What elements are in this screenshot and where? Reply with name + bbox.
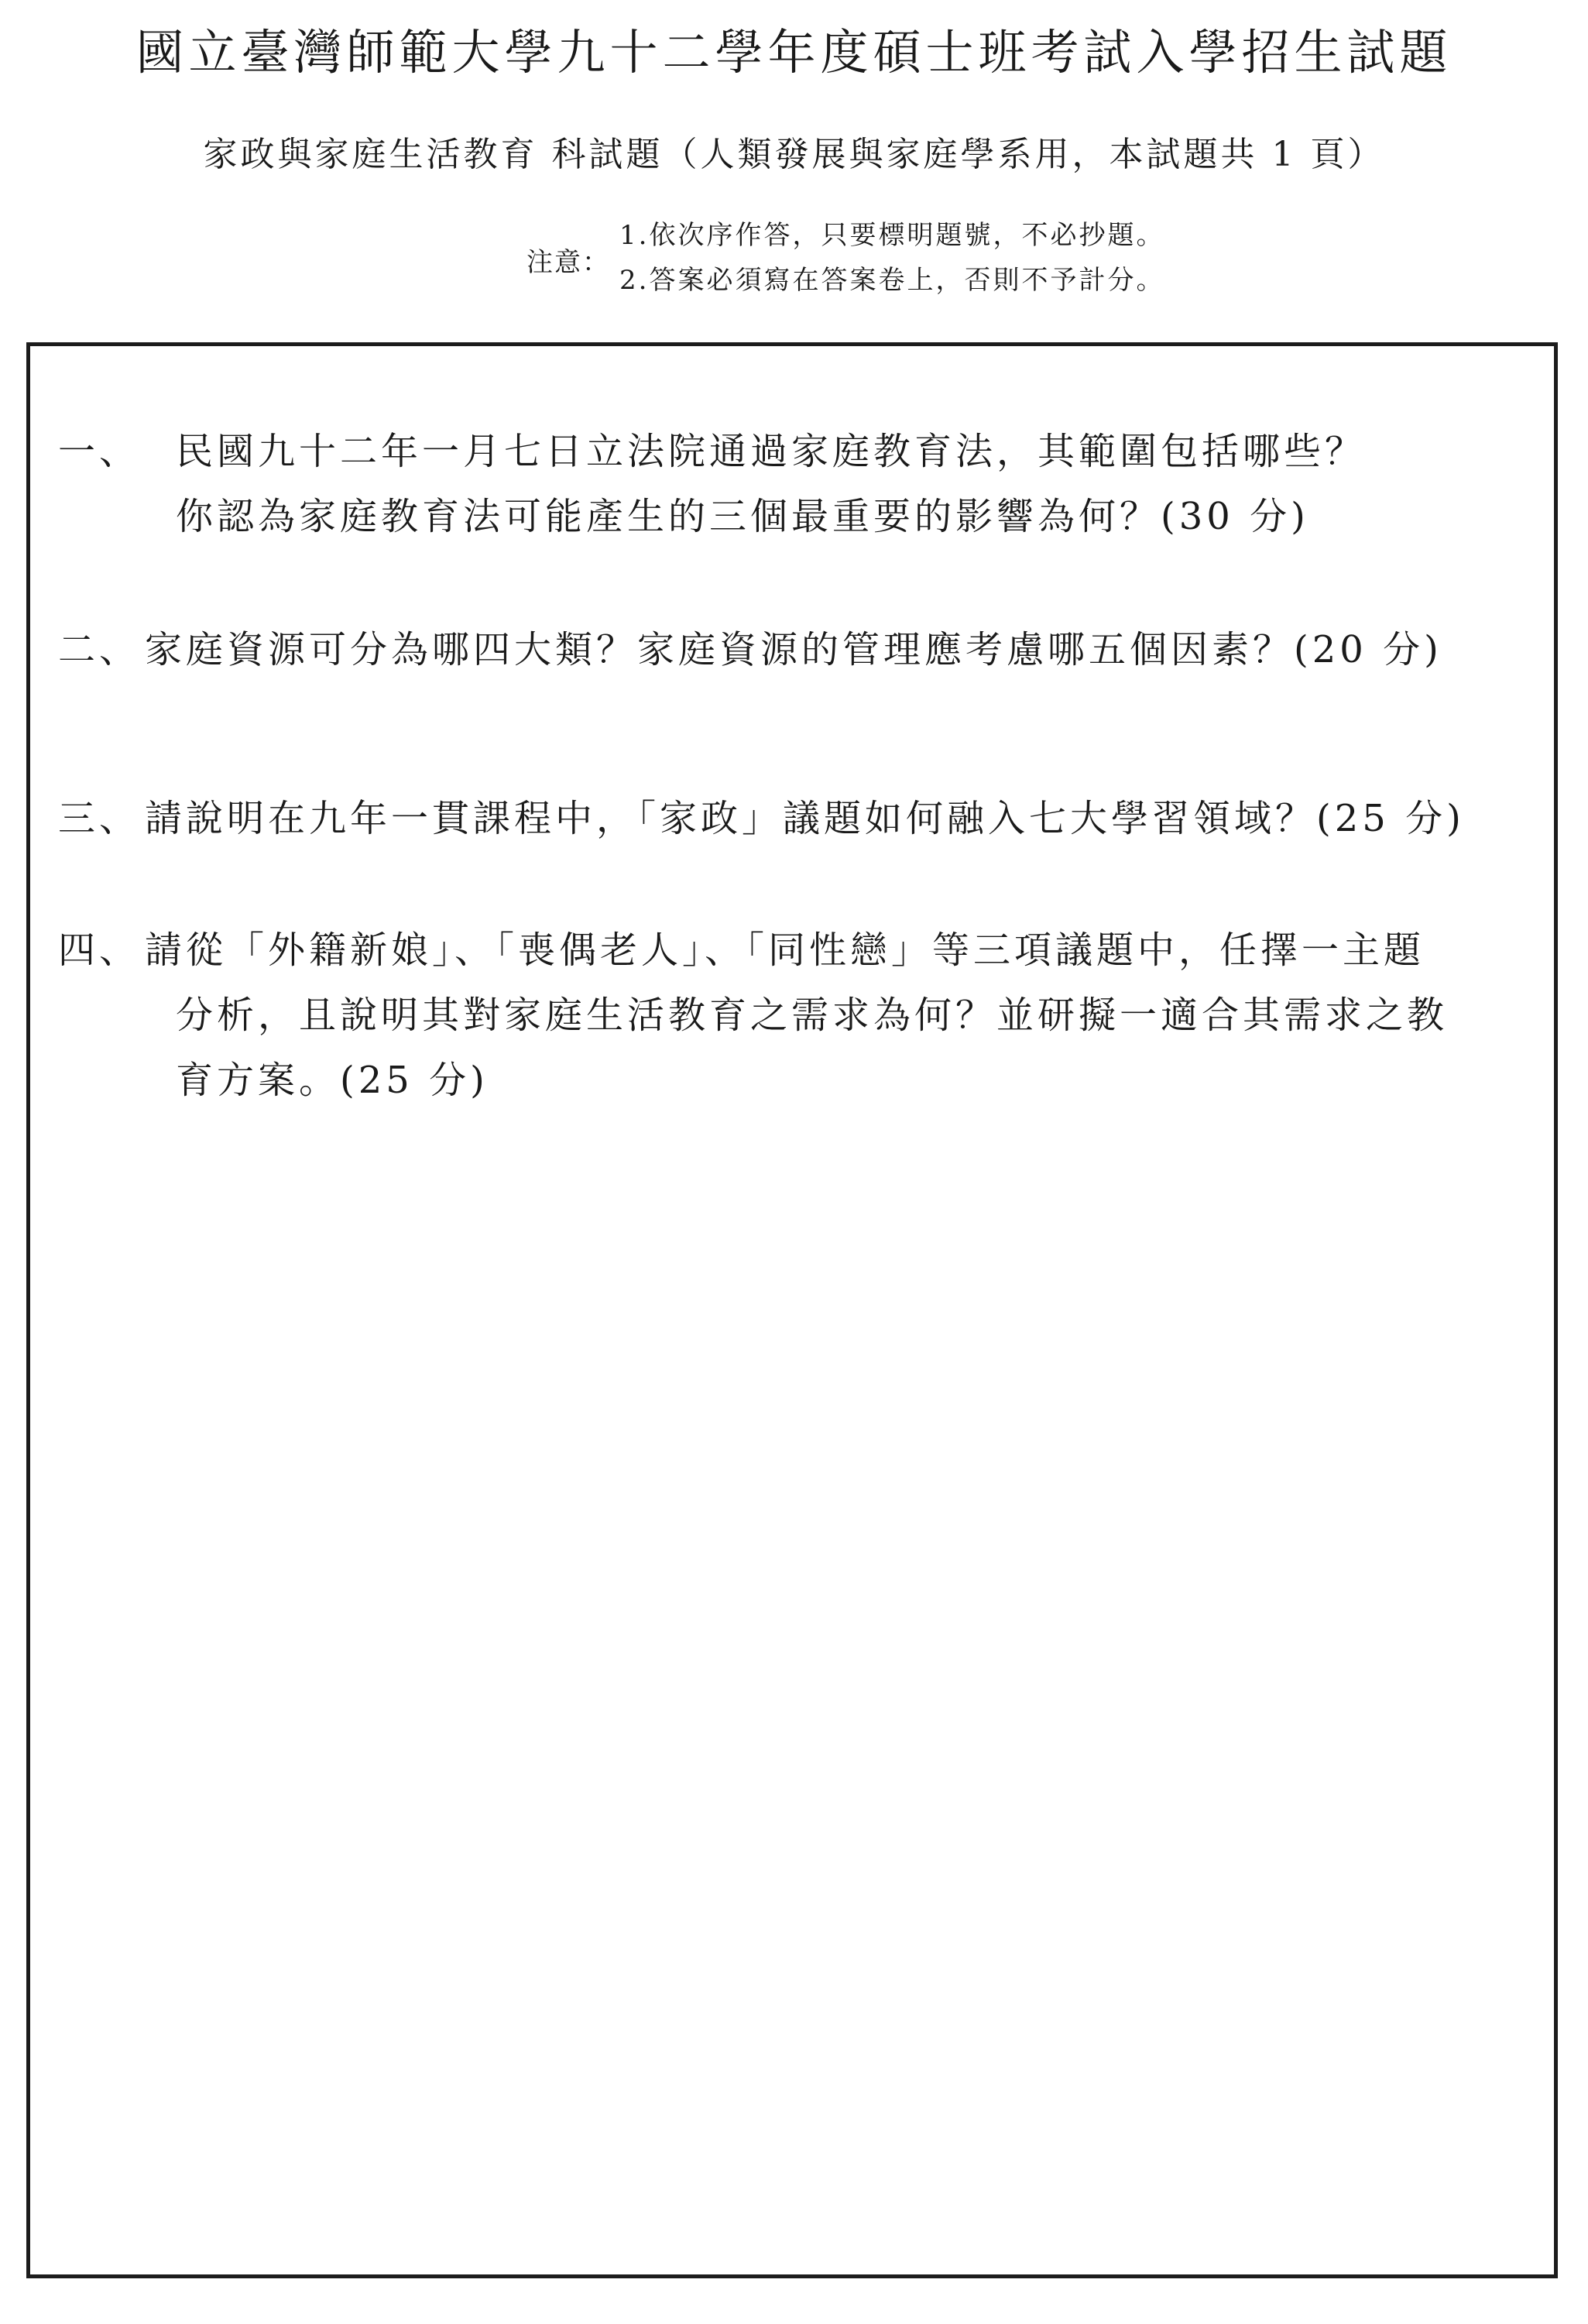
question-1-text-1: 民國九十二年一月七日立法院通過家庭教育法，其範圍包括哪些？ bbox=[176, 430, 1367, 473]
question-box bbox=[26, 342, 1558, 2278]
question-4-number: 四、 bbox=[58, 929, 141, 972]
question-4-line-1 bbox=[58, 918, 1545, 983]
question-3-text-1: 請說明在九年一貫課程中，「家政」議題如何融入七大學習領域？(25 分) bbox=[145, 797, 1465, 840]
question-2-number: 二、 bbox=[58, 628, 141, 671]
question-3 bbox=[58, 786, 1545, 851]
question-1 bbox=[58, 419, 1545, 549]
exam-title: 國立臺灣師範大學九十二學年度碩士班考試入學招生試題 bbox=[135, 24, 1453, 81]
question-4-text-1: 請從「外籍新娘」、「喪偶老人」、「同性戀」等三項議題中，任擇一主題 bbox=[145, 929, 1425, 972]
notes-list bbox=[619, 213, 1164, 303]
question-2-line-1 bbox=[58, 617, 1545, 682]
question-3-number: 三、 bbox=[58, 797, 141, 840]
question-1-number: 一、 bbox=[58, 430, 141, 473]
question-4-text-2: 分析，且說明其對家庭生活教育之需求為何？並研擬一適合其需求之教 bbox=[176, 994, 1449, 1037]
question-2 bbox=[58, 617, 1545, 682]
note-item-2: 2.答案必須寫在答案卷上，否則不予計分。 bbox=[619, 265, 1165, 296]
notes-label: 注意： bbox=[526, 247, 610, 278]
question-4 bbox=[58, 918, 1545, 1113]
note-item-1: 1.依次序作答，只要標明題號，不必抄題。 bbox=[619, 220, 1165, 251]
question-3-line-1 bbox=[58, 786, 1545, 851]
exam-subtitle: 家政與家庭生活教育 科試題（人類發展與家庭學系用，本試題共 1 頁） bbox=[203, 135, 1385, 174]
question-1-line-1 bbox=[58, 419, 1545, 484]
question-2-text-1: 家庭資源可分為哪四大類？家庭資源的管理應考慮哪五個因素？(20 分) bbox=[145, 628, 1442, 671]
question-1-text-2: 你認為家庭教育法可能產生的三個最重要的影響為何？(30 分) bbox=[176, 495, 1309, 538]
question-4-text-3: 育方案。(25 分) bbox=[176, 1059, 489, 1102]
exam-notes bbox=[526, 213, 1378, 306]
